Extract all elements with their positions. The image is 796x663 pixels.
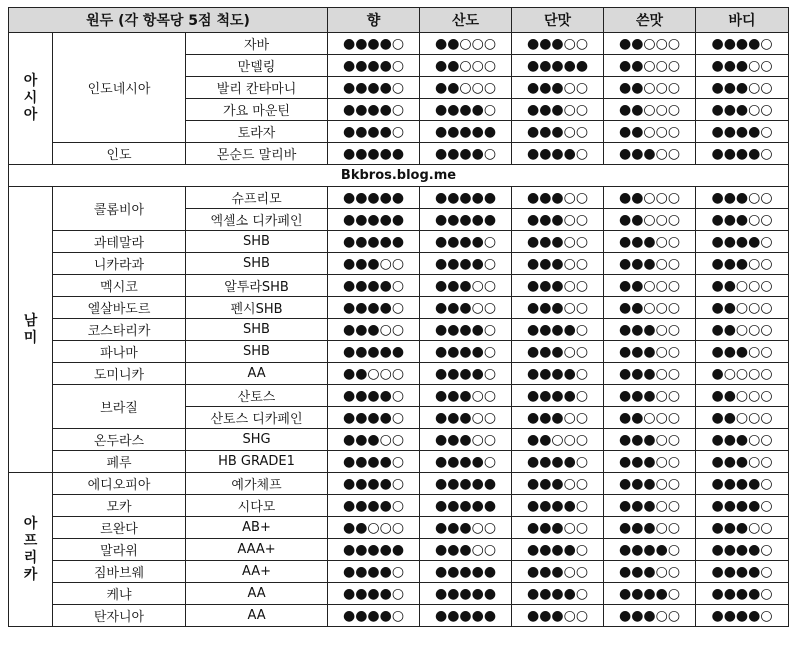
sweetness-score: ●●●●○ <box>512 451 604 473</box>
table-row <box>9 363 789 385</box>
acidity-score: ●●●●○ <box>420 143 512 165</box>
body-score: ●●●○○ <box>696 341 789 363</box>
body-score: ●●○○○ <box>696 407 789 429</box>
country-name: 인도네시아 <box>53 33 186 143</box>
acidity-score: ●●●●● <box>420 209 512 231</box>
aroma-score: ●●●●○ <box>328 121 420 143</box>
country-name: 콜롬비아 <box>53 187 186 231</box>
aroma-score: ●●●●○ <box>328 605 420 627</box>
table-row <box>9 297 789 319</box>
body-score: ●●●●○ <box>696 121 789 143</box>
table-row <box>9 517 789 539</box>
body-score: ●●●○○ <box>696 187 789 209</box>
aroma-score: ●●●●● <box>328 341 420 363</box>
grade-name: 예가체프 <box>186 473 328 495</box>
acidity-score: ●●●●● <box>420 473 512 495</box>
acidity-score: ●●○○○ <box>420 33 512 55</box>
acidity-score: ●●●○○ <box>420 407 512 429</box>
sweetness-score: ●●●●○ <box>512 539 604 561</box>
bitterness-score: ●●●○○ <box>604 341 696 363</box>
acidity-score: ●●●○○ <box>420 385 512 407</box>
country-name: 파나마 <box>53 341 186 363</box>
coffee-rating-table <box>8 7 789 627</box>
acidity-score: ●●●●○ <box>420 231 512 253</box>
body-score: ●●●○○ <box>696 517 789 539</box>
table-row <box>9 473 789 495</box>
country-name: 페루 <box>53 451 186 473</box>
aroma-score: ●●●●○ <box>328 55 420 77</box>
aroma-score: ●●●●● <box>328 231 420 253</box>
country-name: 코스타리카 <box>53 319 186 341</box>
body-score: ●●●●○ <box>696 231 789 253</box>
sweetness-score: ●●●○○ <box>512 187 604 209</box>
bitterness-score: ●●●○○ <box>604 605 696 627</box>
table-row <box>9 231 789 253</box>
acidity-score: ●●●●● <box>420 187 512 209</box>
sweetness-score: ●●●○○ <box>512 297 604 319</box>
aroma-score: ●●●○○ <box>328 319 420 341</box>
sweetness-score: ●●●○○ <box>512 253 604 275</box>
country-name: 도미니카 <box>53 363 186 385</box>
grade-name: SHB <box>186 341 328 363</box>
body-score: ●●○○○ <box>696 319 789 341</box>
bitterness-score: ●●●○○ <box>604 363 696 385</box>
sweetness-score: ●●●●○ <box>512 143 604 165</box>
header-sweetness: 단맛 <box>512 8 604 33</box>
table-row <box>9 429 789 451</box>
country-name: 짐바브웨 <box>53 561 186 583</box>
sweetness-score: ●●●●○ <box>512 583 604 605</box>
bitterness-score: ●●●○○ <box>604 517 696 539</box>
acidity-score: ●●●●● <box>420 495 512 517</box>
grade-name: AA <box>186 363 328 385</box>
bitterness-score: ●●○○○ <box>604 77 696 99</box>
sweetness-score: ●●●○○ <box>512 33 604 55</box>
grade-name: SHB <box>186 319 328 341</box>
acidity-score: ●●○○○ <box>420 77 512 99</box>
grade-name: AA <box>186 605 328 627</box>
aroma-score: ●●○○○ <box>328 517 420 539</box>
body-score: ●●●●○ <box>696 473 789 495</box>
acidity-score: ●●○○○ <box>420 55 512 77</box>
sweetness-score: ●●●○○ <box>512 605 604 627</box>
bitterness-score: ●●○○○ <box>604 99 696 121</box>
table-row <box>9 187 789 209</box>
grade-name: 발리 칸타마니 <box>186 77 328 99</box>
acidity-score: ●●●●○ <box>420 319 512 341</box>
grade-name: 엑셀소 디카페인 <box>186 209 328 231</box>
bitterness-score: ●●●○○ <box>604 473 696 495</box>
aroma-score: ●●●●○ <box>328 275 420 297</box>
bitterness-score: ●●○○○ <box>604 297 696 319</box>
grade-name: SHB <box>186 231 328 253</box>
bitterness-score: ●●●○○ <box>604 429 696 451</box>
aroma-score: ●●○○○ <box>328 363 420 385</box>
body-score: ●●●○○ <box>696 429 789 451</box>
body-score: ●●○○○ <box>696 275 789 297</box>
header-aroma: 향 <box>328 8 420 33</box>
sweetness-score: ●●●○○ <box>512 517 604 539</box>
bitterness-score: ●●●○○ <box>604 253 696 275</box>
grade-name: 알투라SHB <box>186 275 328 297</box>
bitterness-score: ●●●○○ <box>604 385 696 407</box>
body-score: ●●●●○ <box>696 495 789 517</box>
bitterness-score: ●●○○○ <box>604 407 696 429</box>
sweetness-score: ●●●●○ <box>512 319 604 341</box>
bitterness-score: ●●●●○ <box>604 583 696 605</box>
body-score: ●●●●○ <box>696 605 789 627</box>
table-row <box>9 495 789 517</box>
table-row <box>9 451 789 473</box>
sweetness-score: ●●●○○ <box>512 341 604 363</box>
grade-name: SHG <box>186 429 328 451</box>
country-name: 르완다 <box>53 517 186 539</box>
bitterness-score: ●●○○○ <box>604 187 696 209</box>
aroma-score: ●●●●○ <box>328 33 420 55</box>
country-name: 엘살바도르 <box>53 297 186 319</box>
aroma-score: ●●●○○ <box>328 253 420 275</box>
aroma-score: ●●●●● <box>328 539 420 561</box>
country-name: 에디오피아 <box>53 473 186 495</box>
body-score: ●●●○○ <box>696 253 789 275</box>
acidity-score: ●●●○○ <box>420 275 512 297</box>
grade-name: 펜시SHB <box>186 297 328 319</box>
grade-name: AA+ <box>186 561 328 583</box>
grade-name: HB GRADE1 <box>186 451 328 473</box>
country-name: 모카 <box>53 495 186 517</box>
region-label: 아 프 리 카 <box>9 473 53 627</box>
aroma-score: ●●●●○ <box>328 77 420 99</box>
body-score: ●●●○○ <box>696 99 789 121</box>
header-bitterness: 쓴맛 <box>604 8 696 33</box>
aroma-score: ●●●●○ <box>328 297 420 319</box>
body-score: ●●●○○ <box>696 451 789 473</box>
grade-name: AA <box>186 583 328 605</box>
bitterness-score: ●●●○○ <box>604 319 696 341</box>
sweetness-score: ●●●○○ <box>512 407 604 429</box>
grade-name: 시다모 <box>186 495 328 517</box>
body-score: ●●●○○ <box>696 77 789 99</box>
country-name: 온두라스 <box>53 429 186 451</box>
grade-name: SHB <box>186 253 328 275</box>
blog-watermark: Bkbros.blog.me <box>9 165 789 187</box>
acidity-score: ●●●●○ <box>420 341 512 363</box>
bitterness-score: ●●○○○ <box>604 33 696 55</box>
grade-name: 만델링 <box>186 55 328 77</box>
country-name: 말라위 <box>53 539 186 561</box>
table-row <box>9 319 789 341</box>
aroma-score: ●●●●○ <box>328 99 420 121</box>
acidity-score: ●●●●● <box>420 121 512 143</box>
body-score: ●●●○○ <box>696 209 789 231</box>
grade-name: 산토스 <box>186 385 328 407</box>
body-score: ●●●●○ <box>696 143 789 165</box>
aroma-score: ●●●●○ <box>328 451 420 473</box>
table-row <box>9 605 789 627</box>
sweetness-score: ●●●●● <box>512 55 604 77</box>
separator-row <box>9 165 789 187</box>
body-score: ●●●●○ <box>696 561 789 583</box>
sweetness-score: ●●●●○ <box>512 385 604 407</box>
table-row <box>9 583 789 605</box>
body-score: ●●●●○ <box>696 583 789 605</box>
acidity-score: ●●●○○ <box>420 297 512 319</box>
body-score: ●●○○○ <box>696 297 789 319</box>
sweetness-score: ●●●○○ <box>512 121 604 143</box>
acidity-score: ●●●●○ <box>420 363 512 385</box>
table-row <box>9 539 789 561</box>
table-row <box>9 275 789 297</box>
bitterness-score: ●●●○○ <box>604 143 696 165</box>
bitterness-score: ●●●○○ <box>604 561 696 583</box>
acidity-score: ●●●●○ <box>420 253 512 275</box>
acidity-score: ●●●●● <box>420 583 512 605</box>
sweetness-score: ●●●○○ <box>512 561 604 583</box>
grade-name: 자바 <box>186 33 328 55</box>
acidity-score: ●●●●○ <box>420 99 512 121</box>
aroma-score: ●●●●○ <box>328 561 420 583</box>
acidity-score: ●●●●○ <box>420 451 512 473</box>
aroma-score: ●●●●○ <box>328 385 420 407</box>
table-row <box>9 341 789 363</box>
bitterness-score: ●●○○○ <box>604 209 696 231</box>
acidity-score: ●●●○○ <box>420 539 512 561</box>
aroma-score: ●●●●● <box>328 209 420 231</box>
country-name: 탄자니아 <box>53 605 186 627</box>
sweetness-score: ●●●○○ <box>512 77 604 99</box>
header-row <box>9 8 789 33</box>
header-origin: 원두 (각 항목당 5점 척도) <box>9 8 328 33</box>
acidity-score: ●●●○○ <box>420 517 512 539</box>
grade-name: AAA+ <box>186 539 328 561</box>
sweetness-score: ●●●●○ <box>512 495 604 517</box>
country-name: 과테말라 <box>53 231 186 253</box>
aroma-score: ●●●●○ <box>328 473 420 495</box>
bitterness-score: ●●●○○ <box>604 231 696 253</box>
grade-name: AB+ <box>186 517 328 539</box>
header-acidity: 산도 <box>420 8 512 33</box>
acidity-score: ●●●○○ <box>420 429 512 451</box>
aroma-score: ●●●●● <box>328 187 420 209</box>
sweetness-score: ●●●○○ <box>512 99 604 121</box>
body-score: ●○○○○ <box>696 363 789 385</box>
grade-name: 산토스 디카페인 <box>186 407 328 429</box>
sweetness-score: ●●●○○ <box>512 473 604 495</box>
sweetness-score: ●●●○○ <box>512 275 604 297</box>
region-label: 아 시 아 <box>9 33 53 165</box>
sweetness-score: ●●●●○ <box>512 363 604 385</box>
sweetness-score: ●●○○○ <box>512 429 604 451</box>
acidity-score: ●●●●● <box>420 561 512 583</box>
bitterness-score: ●●●●○ <box>604 539 696 561</box>
aroma-score: ●●●●○ <box>328 407 420 429</box>
aroma-score: ●●●●● <box>328 143 420 165</box>
country-name: 멕시코 <box>53 275 186 297</box>
body-score: ●●●●○ <box>696 33 789 55</box>
table-row <box>9 143 789 165</box>
aroma-score: ●●●○○ <box>328 429 420 451</box>
table-row <box>9 33 789 55</box>
grade-name: 슈프리모 <box>186 187 328 209</box>
grade-name: 몬순드 말리바 <box>186 143 328 165</box>
table-body <box>9 33 789 627</box>
country-name: 브라질 <box>53 385 186 429</box>
body-score: ●●○○○ <box>696 385 789 407</box>
header-body: 바디 <box>696 8 789 33</box>
grade-name: 토라자 <box>186 121 328 143</box>
grade-name: 가요 마운틴 <box>186 99 328 121</box>
country-name: 케냐 <box>53 583 186 605</box>
bitterness-score: ●●○○○ <box>604 275 696 297</box>
bitterness-score: ●●○○○ <box>604 121 696 143</box>
body-score: ●●●●○ <box>696 539 789 561</box>
country-name: 니카라과 <box>53 253 186 275</box>
sweetness-score: ●●●○○ <box>512 209 604 231</box>
table-row <box>9 253 789 275</box>
sweetness-score: ●●●○○ <box>512 231 604 253</box>
aroma-score: ●●●●○ <box>328 495 420 517</box>
bitterness-score: ●●○○○ <box>604 55 696 77</box>
aroma-score: ●●●●○ <box>328 583 420 605</box>
region-label: 남 미 <box>9 187 53 473</box>
body-score: ●●●○○ <box>696 55 789 77</box>
coffee-rating-table-container <box>8 7 789 627</box>
table-row <box>9 561 789 583</box>
table-row <box>9 385 789 407</box>
acidity-score: ●●●●● <box>420 605 512 627</box>
bitterness-score: ●●●○○ <box>604 495 696 517</box>
bitterness-score: ●●●○○ <box>604 451 696 473</box>
country-name: 인도 <box>53 143 186 165</box>
